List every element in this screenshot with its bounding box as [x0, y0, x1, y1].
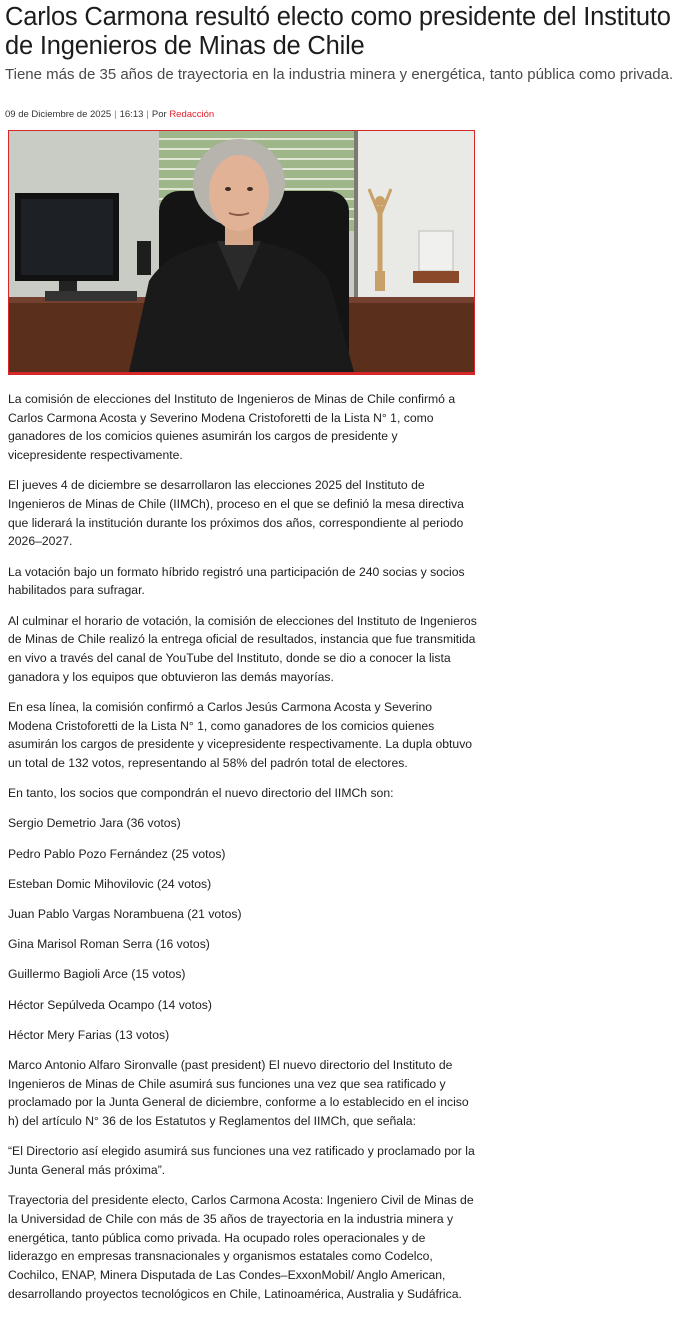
paragraph: La comisión de elecciones del Instituto de Ingenieros de Minas de Chile confirmó a Carlos Carmona Acosta y Severino Modena Cristoforetti de la Lista N° 1, como ganadores de los comicios quienes asumirán los cargos de presidente y vicepresidente respectivamente. — [8, 392, 456, 463]
window-frame — [354, 131, 358, 301]
director-item: Gina Marisol Roman Serra (16 votos) — [8, 937, 210, 952]
article-body — [8, 390, 478, 1315]
director-item: Héctor Sepúlveda Ocampo (14 votos) — [8, 997, 212, 1012]
keyboard — [45, 291, 137, 301]
person-face — [209, 155, 269, 231]
article-time: 16:13 — [119, 109, 144, 120]
article-subtitle: Tiene más de 35 años de trayectoria en la industria minera y energética, tanto pública como privada. — [5, 66, 674, 83]
article-photo — [8, 130, 475, 375]
paragraph: Marco Antonio Alfaro Sironvalle (past president) El nuevo directorio del Instituto de Ingenieros de Minas de Chile asumirá sus funciones una vez que sea ratificado y proclamado por la Junta General de diciembre, conforme a lo establecido en el inciso h) del artículo N° 36 de los Estatutos y Reglamentos del IIMCh, que señala: — [8, 1057, 469, 1129]
by-label: Por — [151, 109, 167, 120]
director-item: Guillermo Bagioli Arce (15 votos) — [8, 967, 186, 982]
figurine — [375, 271, 385, 291]
award-base — [413, 271, 459, 283]
monitor-screen — [21, 199, 113, 275]
paragraph: Al culminar el horario de votación, la comisión de elecciones del Instituto de Ingenieros de Minas de Chile realizó la entrega oficial de resultados, instancia que fue transmitida en vivo a través del canal de YouTube del Instituto, donde se dio a conocer la lista ganadora y los equipos que obtuvieron las demás mayorías. — [8, 613, 477, 684]
meta-separator: | — [114, 109, 117, 120]
article-date: 09 de Diciembre de 2025 — [5, 109, 112, 120]
paragraph: En tanto, los socios que compondrán el nuevo directorio del IIMCh son: — [8, 786, 394, 801]
paragraph: El jueves 4 de diciembre se desarrollaron las elecciones 2025 del Instituto de Ingenieros de Minas de Chile (IIMCh), proceso en el que se definió la mesa directiva que liderará la institución durante los próximos dos años, correspondiente al periodo 2026–2027. — [8, 478, 464, 549]
director-item: Esteban Domic Mihovilovic (24 votos) — [8, 876, 212, 891]
director-item: Héctor Mery Farias (13 votos) — [8, 1027, 170, 1042]
speaker — [137, 241, 151, 275]
meta-separator: | — [146, 109, 149, 120]
paragraph: En esa línea, la comisión confirmó a Carlos Jesús Carmona Acosta y Severino Modena Cristoforetti de la Lista N° 1, como ganadores de los comicios quienes asumirán los cargos de presidente y vicepresidente respectivamente. La dupla obtuvo un total de 132 votos, representando al 58% del padrón total de electores. — [8, 699, 473, 770]
paragraph: La votación bajo un formato híbrido registró una participación de 240 socias y socios habilitados para sufragar. — [8, 564, 465, 598]
award — [419, 231, 453, 271]
portrait-illustration — [9, 131, 474, 372]
director-item: Juan Pablo Vargas Norambuena (21 votos) — [8, 906, 242, 921]
paragraph: Trayectoria del presidente electo, Carlos Carmona Acosta: Ingeniero Civil de Minas de la Universidad de Chile con más de 35 años de trayectoria en la industria minera y energética, tanto pública como privada. Ha ocupado roles operacionales y de liderazgo en empresas transnacionales y organismos estatales como Codelco, Cochilco, ENAP, Minera Disputada de Las Condes–ExxonMobil/ Anglo American, desarrollando proyectos tecnológicos en Chile, Latinoamérica, Australia y Sudáfrica. — [8, 1193, 474, 1301]
article-headline: Carlos Carmona resultó electo como presidente del Instituto de Ingenieros de Minas de Chile — [5, 3, 671, 60]
article-meta — [5, 109, 214, 121]
director-item: Sergio Demetrio Jara (36 votos) — [8, 816, 181, 831]
author-link[interactable]: Redacción — [169, 109, 215, 120]
director-item: Pedro Pablo Pozo Fernández (25 votos) — [8, 846, 226, 861]
quote-paragraph: “El Directorio así elegido asumirá sus funciones una vez ratificado y proclamado por la Junta General más próxima”. — [8, 1144, 475, 1177]
